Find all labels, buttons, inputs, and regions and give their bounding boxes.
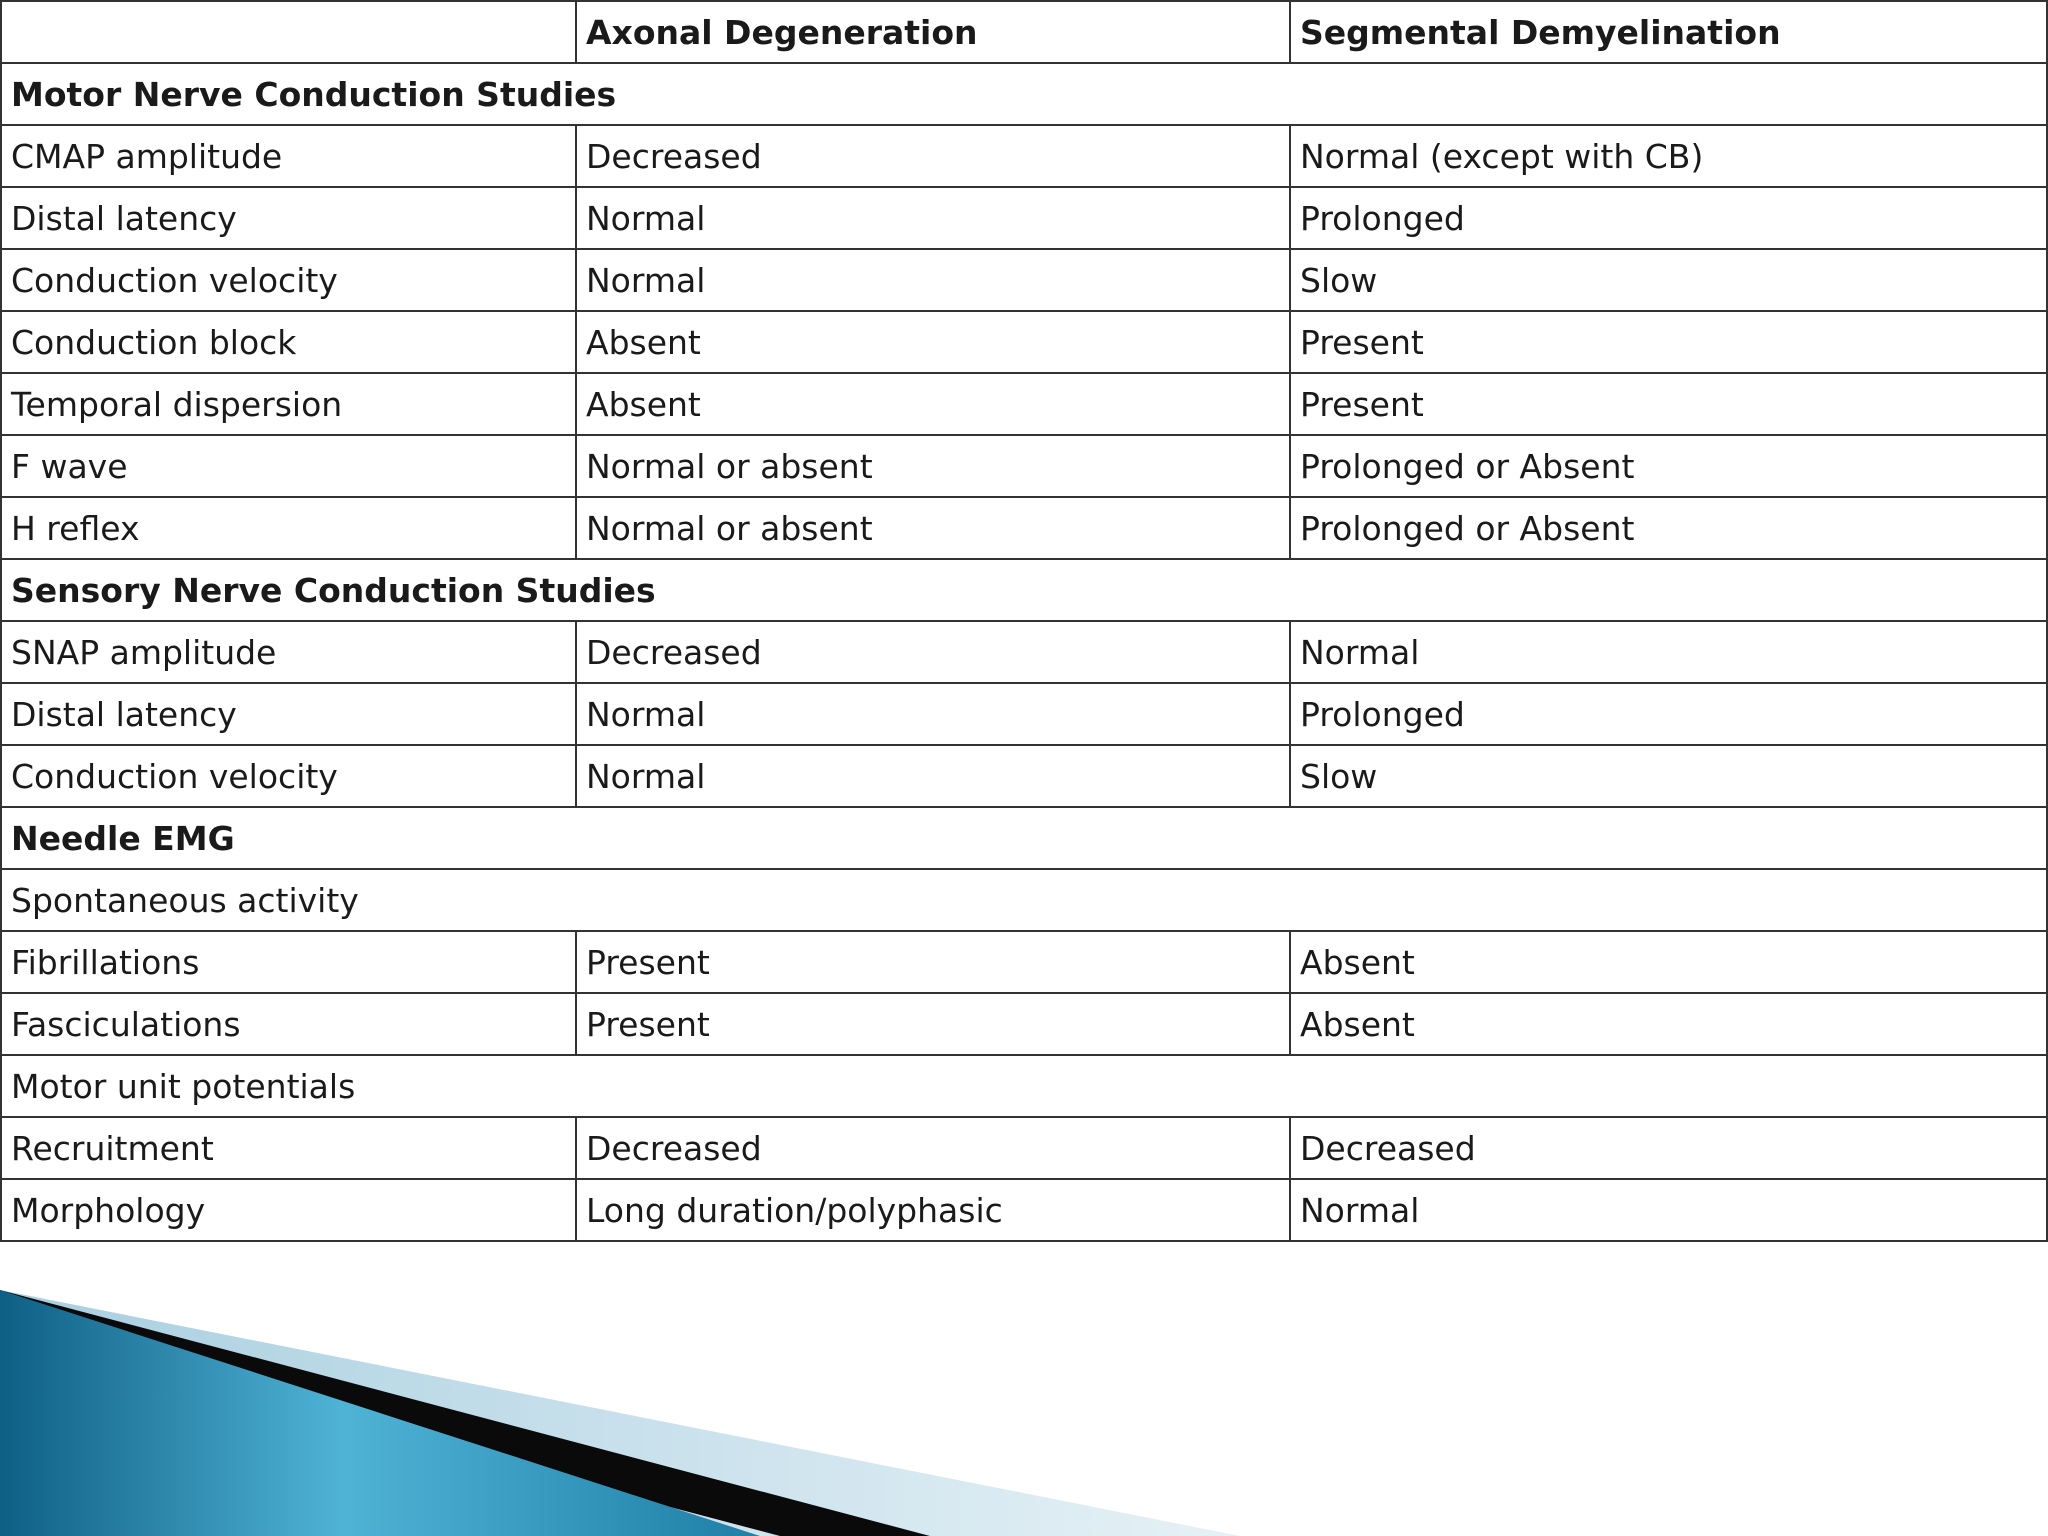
subgroup-row (1, 869, 2047, 931)
section-header-row (1, 63, 2047, 125)
demyelination-cell: Present (1290, 311, 2047, 373)
table-row (1, 497, 2047, 559)
table-row (1, 435, 2047, 497)
parameter-cell: F wave (1, 435, 576, 497)
table-row (1, 931, 2047, 993)
parameter-cell: Conduction block (1, 311, 576, 373)
axonal-cell: Normal (576, 187, 1290, 249)
parameter-cell: Conduction velocity (1, 249, 576, 311)
table-row (1, 249, 2047, 311)
parameter-cell: Temporal dispersion (1, 373, 576, 435)
axonal-cell: Decreased (576, 1117, 1290, 1179)
table-row (1, 1117, 2047, 1179)
table-row (1, 311, 2047, 373)
axonal-cell: Decreased (576, 621, 1290, 683)
section-header-row (1, 807, 2047, 869)
parameter-cell: Morphology (1, 1179, 576, 1241)
demyelination-cell: Normal (except with CB) (1290, 125, 2047, 187)
section-header-row (1, 559, 2047, 621)
table-row (1, 187, 2047, 249)
parameter-cell: Fasciculations (1, 993, 576, 1055)
table-header-row (1, 1, 2047, 63)
axonal-cell: Long duration/polyphasic (576, 1179, 1290, 1241)
section-title: Motor Nerve Conduction Studies (1, 63, 2047, 125)
parameter-cell: Conduction velocity (1, 745, 576, 807)
subgroup-label: Spontaneous activity (1, 869, 2047, 931)
demyelination-cell: Prolonged or Absent (1290, 435, 2047, 497)
demyelination-cell: Prolonged (1290, 187, 2047, 249)
axonal-cell: Normal (576, 745, 1290, 807)
header-cell-blank (1, 1, 576, 63)
demyelination-cell: Prolonged or Absent (1290, 497, 2047, 559)
decorative-swoosh (0, 1290, 2048, 1536)
demyelination-cell: Slow (1290, 249, 2047, 311)
subgroup-row (1, 1055, 2047, 1117)
table-body (1, 63, 2047, 1241)
header-axonal-degeneration: Axonal Degeneration (576, 1, 1290, 63)
demyelination-cell: Absent (1290, 993, 2047, 1055)
axonal-cell: Normal (576, 249, 1290, 311)
demyelination-cell: Slow (1290, 745, 2047, 807)
axonal-cell: Absent (576, 311, 1290, 373)
section-title: Needle EMG (1, 807, 2047, 869)
demyelination-cell: Normal (1290, 1179, 2047, 1241)
axonal-cell: Present (576, 931, 1290, 993)
parameter-cell: H reflex (1, 497, 576, 559)
table-row (1, 1179, 2047, 1241)
table-row (1, 125, 2047, 187)
subgroup-label: Motor unit potentials (1, 1055, 2047, 1117)
axonal-cell: Present (576, 993, 1290, 1055)
parameter-cell: Fibrillations (1, 931, 576, 993)
section-title: Sensory Nerve Conduction Studies (1, 559, 2047, 621)
parameter-cell: Recruitment (1, 1117, 576, 1179)
axonal-cell: Normal or absent (576, 497, 1290, 559)
table-row (1, 683, 2047, 745)
demyelination-cell: Decreased (1290, 1117, 2047, 1179)
demyelination-cell: Normal (1290, 621, 2047, 683)
axonal-cell: Normal (576, 683, 1290, 745)
axonal-cell: Normal or absent (576, 435, 1290, 497)
parameter-cell: SNAP amplitude (1, 621, 576, 683)
parameter-cell: Distal latency (1, 187, 576, 249)
demyelination-cell: Prolonged (1290, 683, 2047, 745)
parameter-cell: CMAP amplitude (1, 125, 576, 187)
demyelination-cell: Present (1290, 373, 2047, 435)
axonal-cell: Absent (576, 373, 1290, 435)
table-row (1, 745, 2047, 807)
parameter-cell: Distal latency (1, 683, 576, 745)
header-segmental-demyelination: Segmental Demyelination (1290, 1, 2047, 63)
axonal-cell: Decreased (576, 125, 1290, 187)
table-row (1, 993, 2047, 1055)
demyelination-cell: Absent (1290, 931, 2047, 993)
table-row (1, 373, 2047, 435)
table-row (1, 621, 2047, 683)
